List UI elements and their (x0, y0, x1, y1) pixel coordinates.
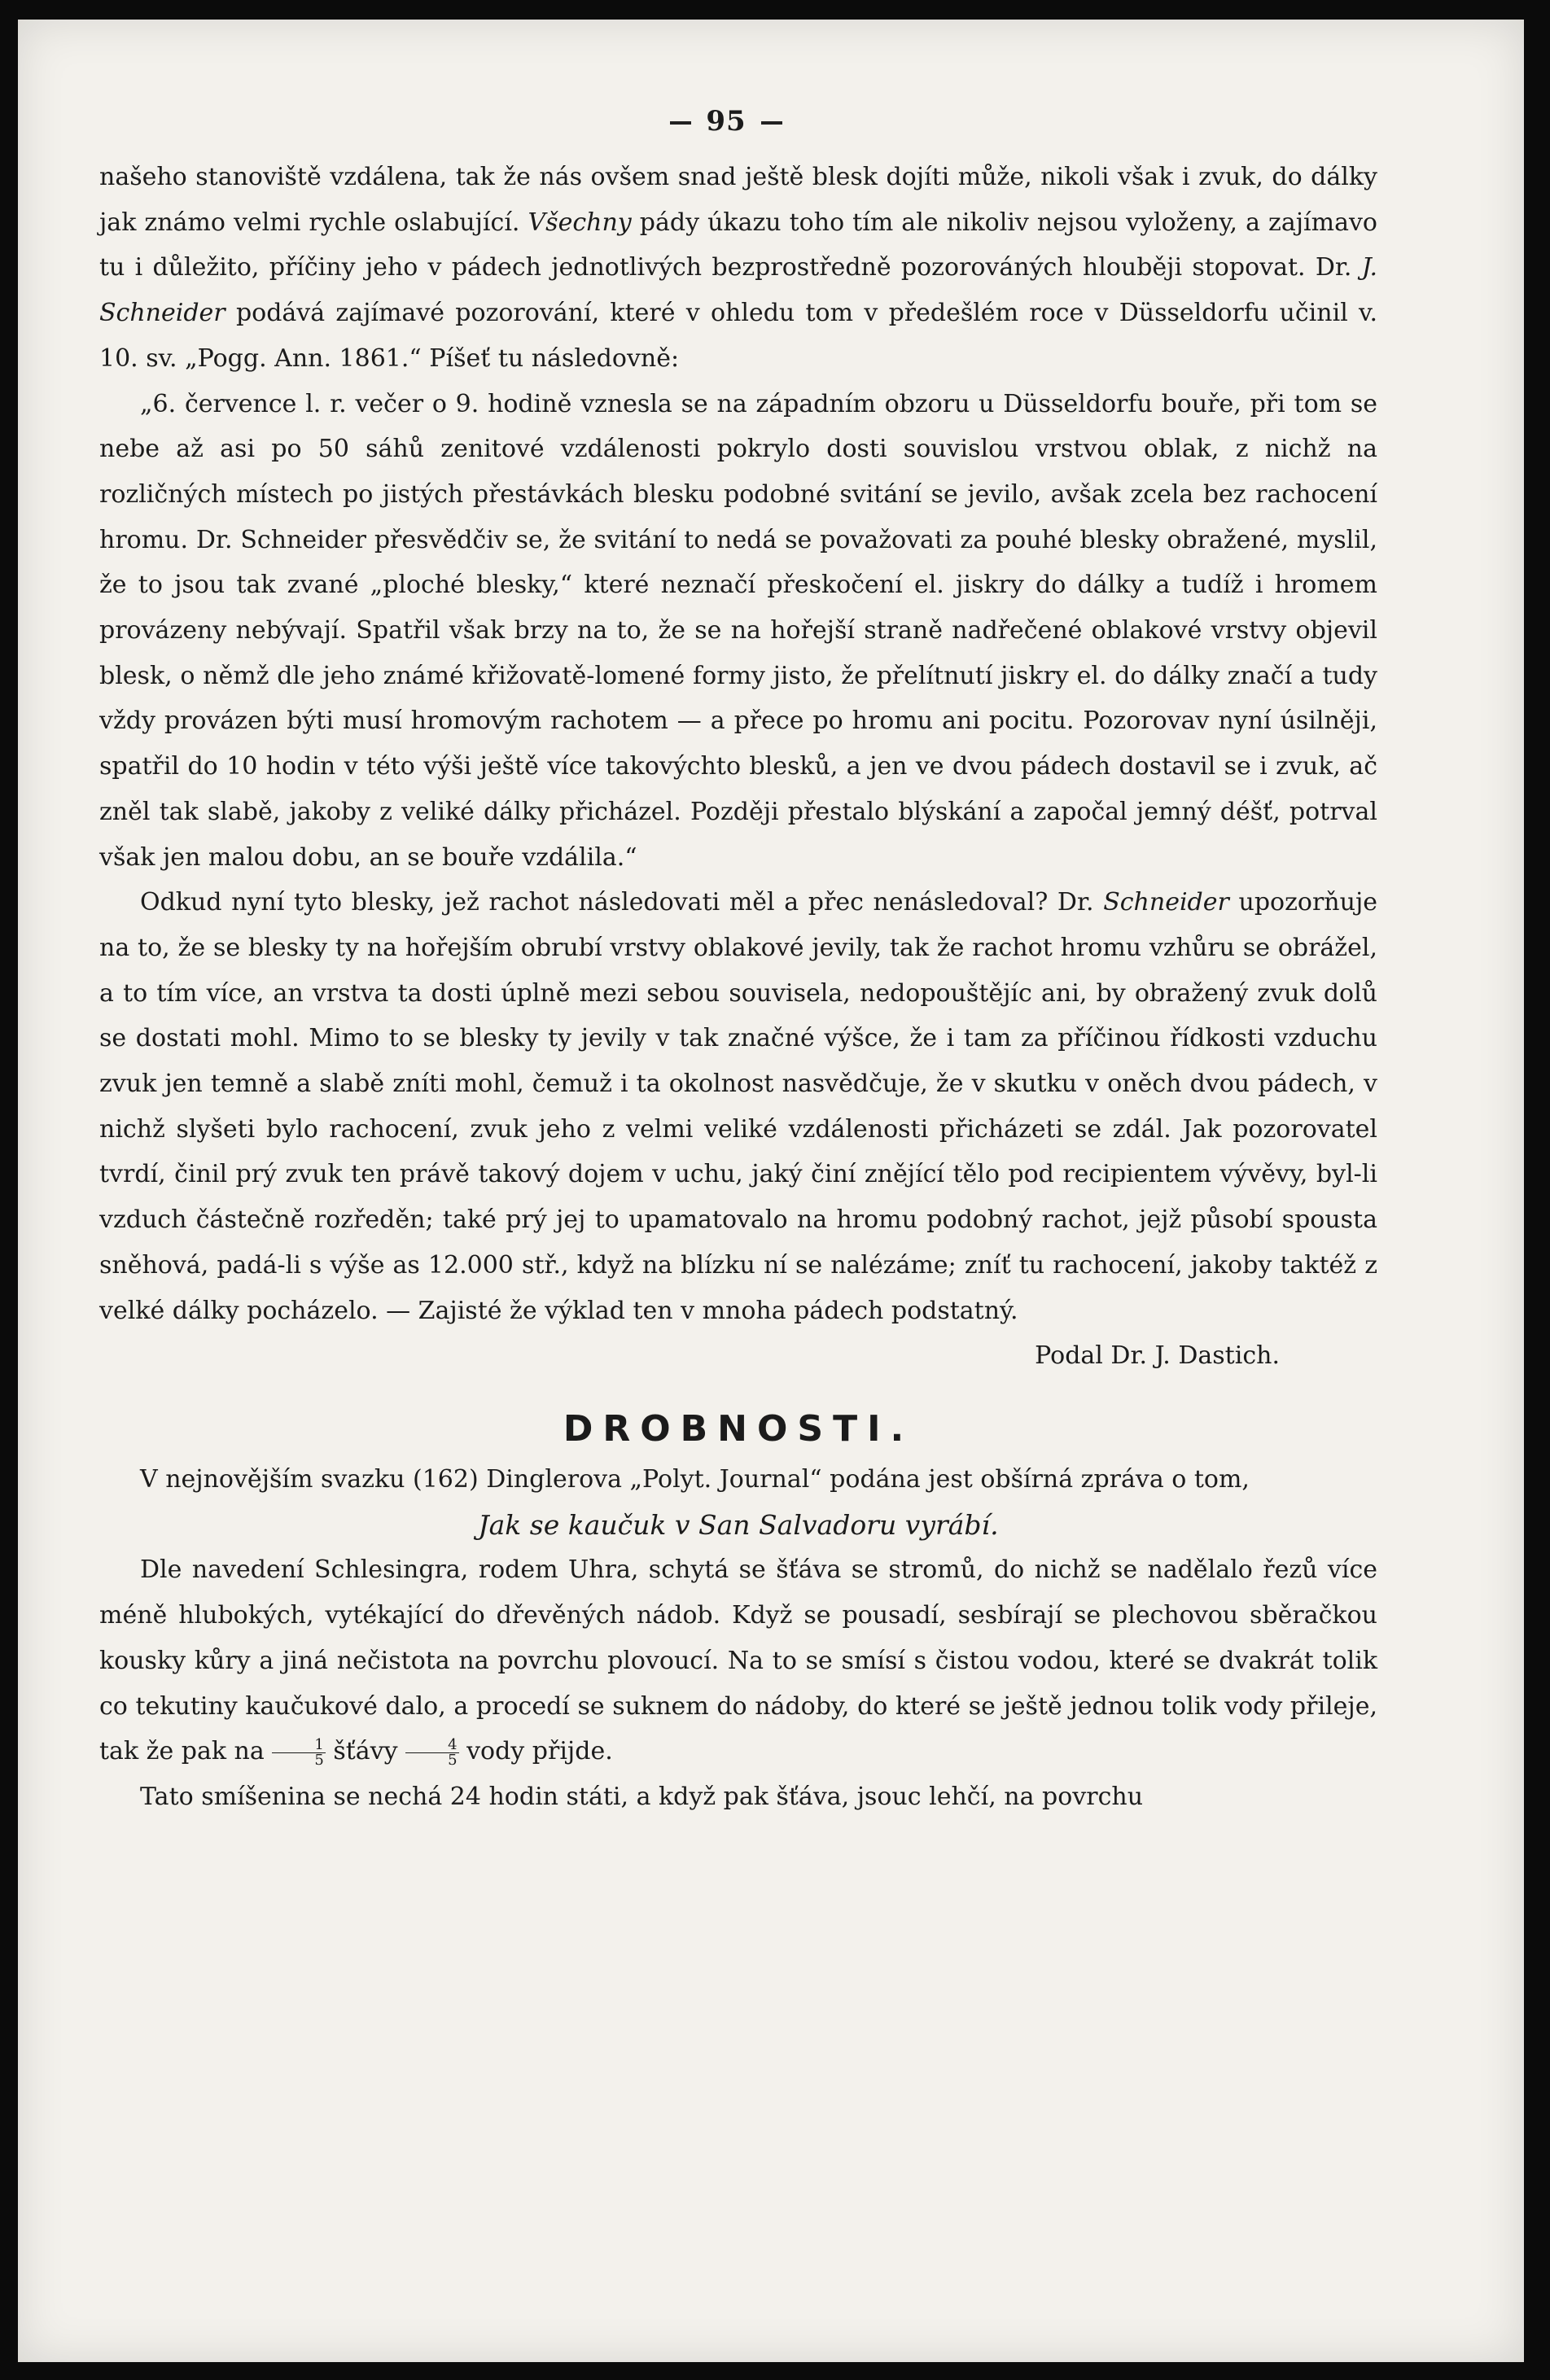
book-page (18, 20, 1524, 2362)
para1-emph-vsechny: Všechny (528, 208, 632, 237)
paragraph-continued (99, 155, 1377, 382)
para2-rest: upozorňuje na to, že se blesky ty na hořejším obrubí vrstvy oblakové jevily, tak že rachot hromu vzhůru se obrážel, a to tím více, an vrstva ta dosti úplně mezi sebou souvisela, nedopouštějíc ani, by obražený zvuk dolů se dostati mohl. Mimo to se blesky ty jevily v tak značné výšce, že i tam za příčinou řídkosti vzduchu zvuk jen temně a slabě zníti mohl, čemuž i ta okolnost nasvědčuje, že v skutku v oněch dvou pádech, v nichž slyšeti bylo rachocení, zvuk jeho z velmi veliké vzdálenosti přicházeti se zdál. Jak pozorovatel tvrdí, činil prý zvuk ten právě takový dojem v uchu, jaký činí znějící tělo pod recipientem vývěvy, byl-li vzduch částečně rozředěn; také prý jej to upamatovalo na hromu podobný rachot, jejž působí spousta sněhová, padá-li s výše as 12.000 stř., když na blízku ní se nalézáme; zníť tu rachocení, jakoby taktéž z velké dálky pocházelo. — Zajisté že výklad ten v mnoha pádech podstatný. (99, 888, 1377, 1325)
para3-text-b: šťávy (333, 1737, 398, 1766)
section-intro: V nejnovějším svazku (162) Dinglerova „Polyt. Journal“ podána jest obšírná zpráva o tom, (140, 1464, 1250, 1494)
frac2-num: 4 (405, 1738, 458, 1753)
quoted-paragraph: „6. července l. r. večer o 9. hodině vznesla se na západním obzoru u Düsseldorfu bouře, při tom se nebe až asi po 50 sáhů zenitové vzdálenosti pokrylo dosti souvislou vrstvou oblak, z nichž na rozličných místech po jistých přestávkách blesku podobné svitání se jevilo, avšak zcela bez rachocení hromu. Dr. Schneider přesvědčiv se, že svitání to nedá se považovati za pouhé blesky obražené, myslil, že to jsou tak zvané „ploché blesky,“ které neznačí přeskočení el. jiskry do dálky a tudíž i hromem provázeny nebývají. Spatřil však brzy na to, že se na hořejší straně nadřečené oblakové vrstvy objevil blesk, o němž dle jeho známé křižovatě-lomené formy jisto, že přelítnutí jiskry el. do dálky značí a tudy vždy provázen býti musí hromovým rachotem — a přece po hromu ani pocitu. Pozorovav nyní úsilněji, spatřil do 10 hodin v této výši ještě více takovýchto blesků, a jen ve dvou pádech dostavil se i zvuk, ač zněl tak slabě, jakoby z veliké dálky přicházel. Později přestalo blýskání a započal jemný déšť, potrval však jen malou dobu, an se bouře vzdálila.“ (99, 389, 1377, 872)
dash-right (761, 121, 782, 125)
paragraph-rubber (99, 1547, 1377, 1774)
section-heading: DROBNOSTI. (563, 1407, 914, 1450)
para2-start: Odkud nyní tyto blesky, jež rachot následovati měl a přec nenásledoval? Dr. (140, 888, 1094, 917)
page-number (75, 101, 1377, 155)
para3-text-c: vody přijde. (466, 1737, 613, 1766)
paragraph-mixture: Tato smíšenina se nechá 24 hodin státi, a když pak šťáva, jsouc lehčí, na povrchu (140, 1782, 1144, 1811)
article-subtitle: Jak se kaučuk v San Salvadoru vyrábí. (478, 1508, 999, 1541)
para1-text-c: podává zajímavé pozorování, které v ohledu tom v předešlém roce v Düsseldorfu učinil v. 10. sv. „Pogg. Ann. 1861.“ Píšeť tu následovně: (99, 299, 1377, 373)
para2-name: Schneider (1103, 888, 1229, 917)
dash-left (670, 121, 691, 125)
author-signature: Podal Dr. J. Dastich. (1035, 1341, 1280, 1371)
page-number-text: 95 (706, 105, 747, 138)
frac1-den: 5 (314, 1751, 324, 1769)
fraction-one-fifth (272, 1735, 325, 1769)
para3-text-a: Dle navedení Schlesingra, rodem Uhra, schytá se šťáva se stromů, do nichž se nadělalo řezů více méně hlubokých, vytékající do dřevěných nádob. Když se pousadí, sesbírají se plechovou sběračkou kousky kůry a jiná nečistota na povrchu plovoucí. Na to se smísí s čistou vodou, které se dvakrát tolik co tekutiny kaučukové dalo, a procedí se suknem do nádoby, do které se ještě jednou tolik vody přileje, tak že pak na (99, 1555, 1377, 1766)
frac1-num: 1 (272, 1738, 325, 1753)
paragraph-explanation (99, 880, 1377, 1333)
para1-text-a: našeho stanoviště vzdálena, tak že nás ovšem snad ještě blesk dojíti může, nikoli však i zvuk, do dálky jak známo velmi rychle oslabující. (99, 163, 1377, 237)
frac2-den: 5 (448, 1751, 458, 1769)
fraction-four-fifths (405, 1735, 458, 1769)
para1-emph-schneider: J. Schneider (99, 253, 1377, 328)
page-content (99, 101, 1377, 1820)
para1-text-b: pády úkazu toho tím ale nikoliv nejsou vyloženy, a zajímavo tu i důležito, příčiny jeho v pádech jednotlivých bezprostředně pozorováných hlouběji stopovat. Dr. (99, 208, 1377, 282)
